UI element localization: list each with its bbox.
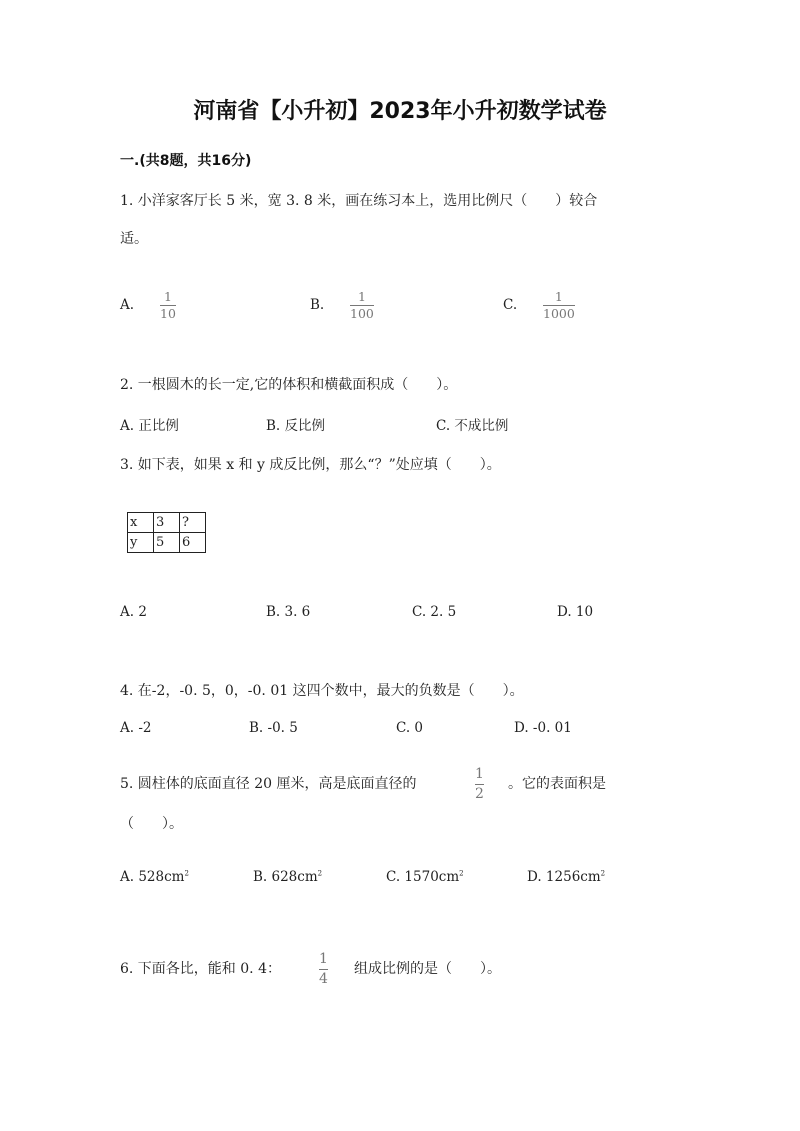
question-6-fraction [319, 951, 328, 988]
superscript: 2 [317, 869, 323, 878]
question-1-text-line1: 1. 小洋家客厅长 5 米，宽 3. 8 米，画在练习本上，选用比例尺（ ）较合 [120, 193, 598, 209]
question-3-option-d[interactable]: D. 10 [557, 604, 594, 620]
question-1-option-c-fraction[interactable] [543, 290, 575, 321]
table-cell: x [128, 513, 154, 533]
fraction-bar [475, 784, 484, 785]
table-cell: ? [180, 513, 206, 533]
question-3-text: 3. 如下表，如果 x 和 y 成反比例，那么“？”处应填（ ）。 [120, 457, 501, 473]
question-3-option-b[interactable]: B. 3. 6 [266, 604, 311, 620]
fraction-numerator: 1 [475, 766, 484, 782]
superscript: 2 [184, 869, 189, 878]
section-heading: 一.(共8题，共16分) [120, 153, 252, 169]
question-4-option-c[interactable]: C. 0 [396, 720, 424, 736]
option-value: D. 1256cm [527, 869, 601, 885]
question-1-option-b-fraction[interactable] [350, 290, 374, 321]
fraction-denominator: 1000 [543, 306, 575, 321]
superscript: 2 [459, 869, 464, 878]
question-2-text: 2. 一根圆木的长一定,它的体积和横截面积成（ ）。 [120, 377, 458, 393]
table-cell: 6 [180, 533, 206, 553]
question-3-option-c[interactable]: C. 2. 5 [412, 604, 457, 620]
question-5-option-a[interactable] [120, 869, 189, 885]
question-5-text-after: 。它的表面积是 [508, 776, 606, 792]
question-5-option-d[interactable] [527, 869, 605, 885]
question-5-fraction [475, 766, 484, 803]
question-1-option-a-label[interactable]: A. [120, 297, 135, 313]
question-6-text-before: 6. 下面各比，能和 0. 4： [120, 961, 281, 977]
question-6-text-after: 组成比例的是（ ）。 [354, 961, 501, 977]
question-1-option-c-label[interactable]: C. [503, 297, 518, 313]
fraction-bar [319, 969, 328, 970]
table-row [128, 533, 206, 553]
fraction-denominator: 4 [319, 971, 328, 987]
page-title: 河南省【小升初】2023年小升初数学试卷 [193, 99, 607, 124]
fraction-numerator: 1 [357, 289, 366, 304]
table-cell: y [128, 533, 154, 553]
question-2-option-b[interactable]: B. 反比例 [266, 418, 326, 434]
question-5-option-b[interactable] [253, 869, 322, 885]
question-5-text-before: 5. 圆柱体的底面直径 20 厘米，高是底面直径的 [120, 776, 417, 792]
question-3-option-a[interactable]: A. 2 [120, 604, 147, 620]
option-value: A. 528cm [120, 869, 185, 885]
question-1-option-a-fraction[interactable] [160, 290, 176, 321]
fraction-numerator: 1 [319, 951, 328, 967]
fraction-denominator: 2 [475, 786, 484, 802]
table-cell: 5 [154, 533, 180, 553]
question-1-text-line2: 适。 [120, 231, 148, 247]
question-2-option-c[interactable]: C. 不成比例 [436, 418, 509, 434]
question-5-text-line2: （ ）。 [120, 816, 183, 832]
question-4-option-a[interactable]: A. -2 [120, 720, 152, 736]
fraction-denominator: 100 [350, 306, 374, 321]
question-4-text: 4. 在-2，-0. 5，0，-0. 01 这四个数中，最大的负数是（ ）。 [120, 683, 524, 699]
question-4-option-b[interactable]: B. -0. 5 [249, 720, 298, 736]
superscript: 2 [600, 869, 606, 878]
fraction-numerator: 1 [554, 289, 563, 304]
xy-table [127, 512, 206, 553]
table-row [128, 513, 206, 533]
question-4-option-d[interactable]: D. -0. 01 [514, 720, 572, 736]
question-5-option-c[interactable] [386, 869, 464, 885]
question-1-option-b-label[interactable]: B. [310, 297, 325, 313]
option-value: C. 1570cm [386, 869, 460, 885]
fraction-numerator: 1 [163, 289, 172, 304]
question-2-option-a[interactable]: A. 正比例 [120, 418, 179, 434]
option-value: B. 628cm [253, 869, 318, 885]
table-cell: 3 [154, 513, 180, 533]
fraction-denominator: 10 [160, 306, 176, 321]
